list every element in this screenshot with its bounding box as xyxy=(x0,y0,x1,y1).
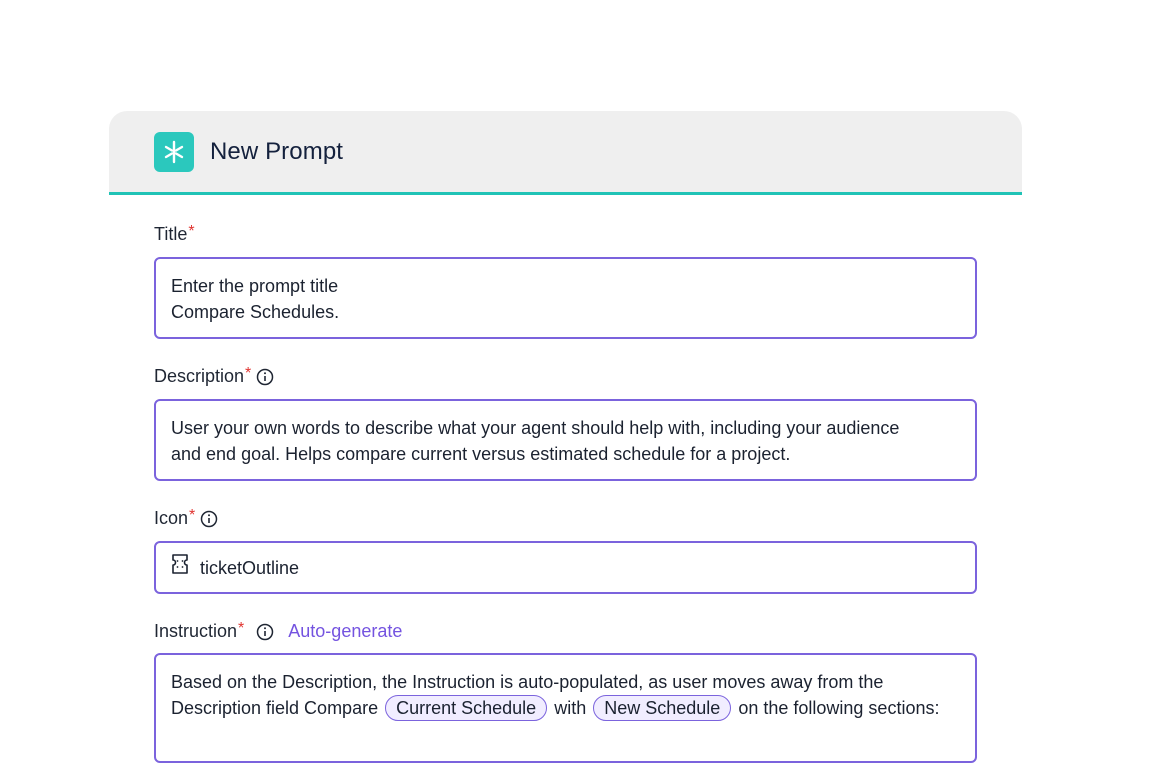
auto-generate-link[interactable]: Auto-generate xyxy=(288,621,403,641)
description-label xyxy=(154,366,274,387)
instruction-label xyxy=(154,621,402,642)
instruction-text-pre: Description field Compare xyxy=(171,698,379,718)
icon-label-text: Icon xyxy=(154,508,189,528)
instruction-line-1: Based on the Description, the Instruction is auto-populated, as user moves away from the xyxy=(171,672,884,692)
title-label-text: Title xyxy=(154,224,188,244)
ticket-outline-icon xyxy=(170,553,190,582)
instruction-line-2 xyxy=(171,695,960,721)
sparkle-icon xyxy=(154,132,194,172)
description-field[interactable] xyxy=(154,399,977,481)
description-line-2: and end goal. Helps compare current versus estimated schedule for a project. xyxy=(171,444,791,464)
page-title: New Prompt xyxy=(210,137,344,165)
instruction-label-text: Instruction xyxy=(154,621,238,641)
title-field[interactable] xyxy=(154,257,977,339)
icon-value: ticketOutline xyxy=(200,557,300,578)
info-icon[interactable] xyxy=(200,510,218,528)
info-icon[interactable] xyxy=(256,623,274,641)
required-mark: * xyxy=(238,619,245,637)
description-line-1: User your own words to describe what your agent should help with, including your audience xyxy=(171,418,900,438)
info-icon[interactable] xyxy=(256,368,274,386)
icon-label xyxy=(154,508,218,529)
required-mark: * xyxy=(245,364,252,382)
title-value: Compare Schedules. xyxy=(171,302,340,322)
new-prompt-card xyxy=(109,111,1022,751)
required-mark: * xyxy=(189,506,196,524)
variable-chip[interactable]: Current Schedule xyxy=(385,695,547,721)
description-label-text: Description xyxy=(154,366,245,386)
card-header xyxy=(109,111,1022,195)
instruction-text-post: on the following sections: xyxy=(738,698,940,718)
required-mark: * xyxy=(188,222,195,240)
title-placeholder: Enter the prompt title xyxy=(171,276,339,296)
instruction-field[interactable] xyxy=(154,653,977,763)
variable-chip[interactable]: New Schedule xyxy=(593,695,731,721)
title-label xyxy=(154,224,195,245)
instruction-text-mid: with xyxy=(554,698,587,718)
icon-field[interactable] xyxy=(154,541,977,594)
